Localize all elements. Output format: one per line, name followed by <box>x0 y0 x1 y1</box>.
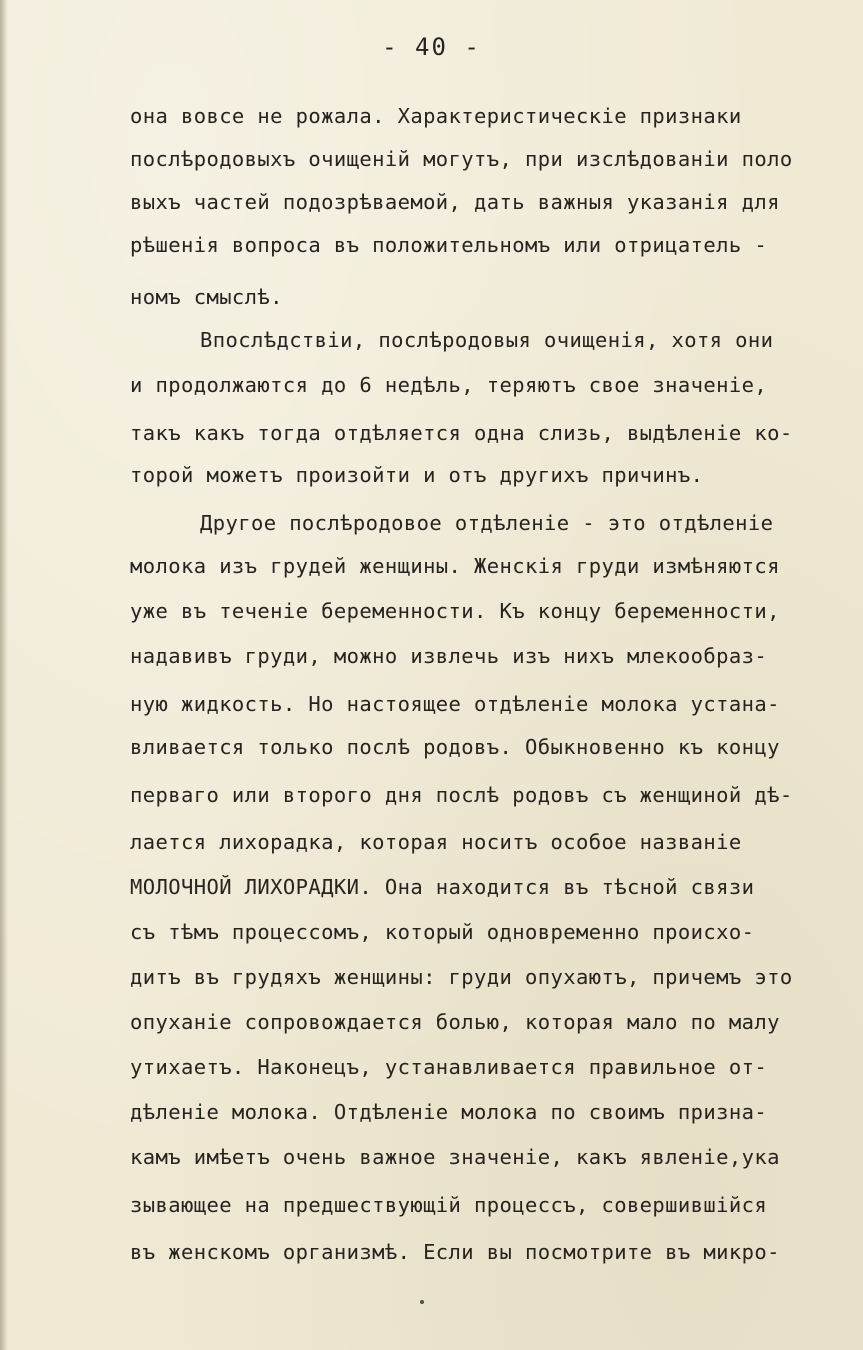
text-line: въ женскомъ организмѣ. Если вы посмотрите въ микро- <box>130 1240 780 1264</box>
text-line: рѣшенія вопроса въ положительномъ или отрицатель - <box>130 233 768 257</box>
text-line: перваго или второго дня послѣ родовъ съ женщиной дѣ- <box>130 783 793 807</box>
page-edge-shadow <box>0 0 8 1350</box>
text-line: вливается только послѣ родовъ. Обыкновенно къ концу <box>130 735 780 759</box>
paragraph-first-line: Другое послѣродовое отдѣленіе - это отдѣленіе <box>200 511 774 535</box>
text-line: съ тѣмъ процессомъ, который одновременно происхо- <box>130 920 755 944</box>
text-line: МОЛОЧНОЙ ЛИХОРАДКИ. Она находится въ тѣсной связи <box>130 875 755 899</box>
text-line: торой можетъ произойти и отъ другихъ причинъ. <box>130 463 704 487</box>
ink-speck <box>420 1300 424 1304</box>
text-line: выхъ частей подозрѣваемой, дать важныя указанія для <box>130 190 780 214</box>
text-line: лается лихорадка, которая носитъ особое названіе <box>130 830 742 854</box>
page-number: - 40 - <box>382 33 481 61</box>
text-line: и продолжаются до 6 недѣль, теряютъ свое значеніе, <box>130 373 768 397</box>
text-line: молока изъ грудей женщины. Женскія груди измѣняются <box>130 554 780 578</box>
text-line: послѣродовыхъ очищеній могутъ, при изслѣдованіи поло <box>130 147 793 171</box>
text-line: надавивъ груди, можно извлечь изъ нихъ млекообраз- <box>130 644 768 668</box>
text-line: зывающее на предшествующій процессъ, совершившійся <box>130 1193 768 1217</box>
text-line: ную жидкость. Но настоящее отдѣленіе молока устана- <box>130 692 780 716</box>
text-line: дитъ въ грудяхъ женщины: груди опухаютъ, причемъ это <box>130 965 793 989</box>
text-line: опуханіе сопровождается болью, которая мало по малу <box>130 1010 780 1034</box>
text-line: дѣленіе молока. Отдѣленіе молока по своимъ призна- <box>130 1100 768 1124</box>
text-line: такъ какъ тогда отдѣляется одна слизь, выдѣленіе ко- <box>130 421 793 445</box>
text-line: она вовсе не рожала. Характеристическіе признаки <box>130 104 742 128</box>
text-line: номъ смыслѣ. <box>130 285 283 309</box>
paragraph-first-line: Впослѣдствіи, послѣродовыя очищенія, хотя они <box>200 328 774 352</box>
text-line: камъ имѣетъ очень важное значеніе, какъ явленіе,ука <box>130 1145 780 1169</box>
text-line: утихаетъ. Наконецъ, устанавливается правильное от- <box>130 1055 768 1079</box>
text-line: уже въ теченіе беременности. Къ концу беременности, <box>130 599 780 623</box>
